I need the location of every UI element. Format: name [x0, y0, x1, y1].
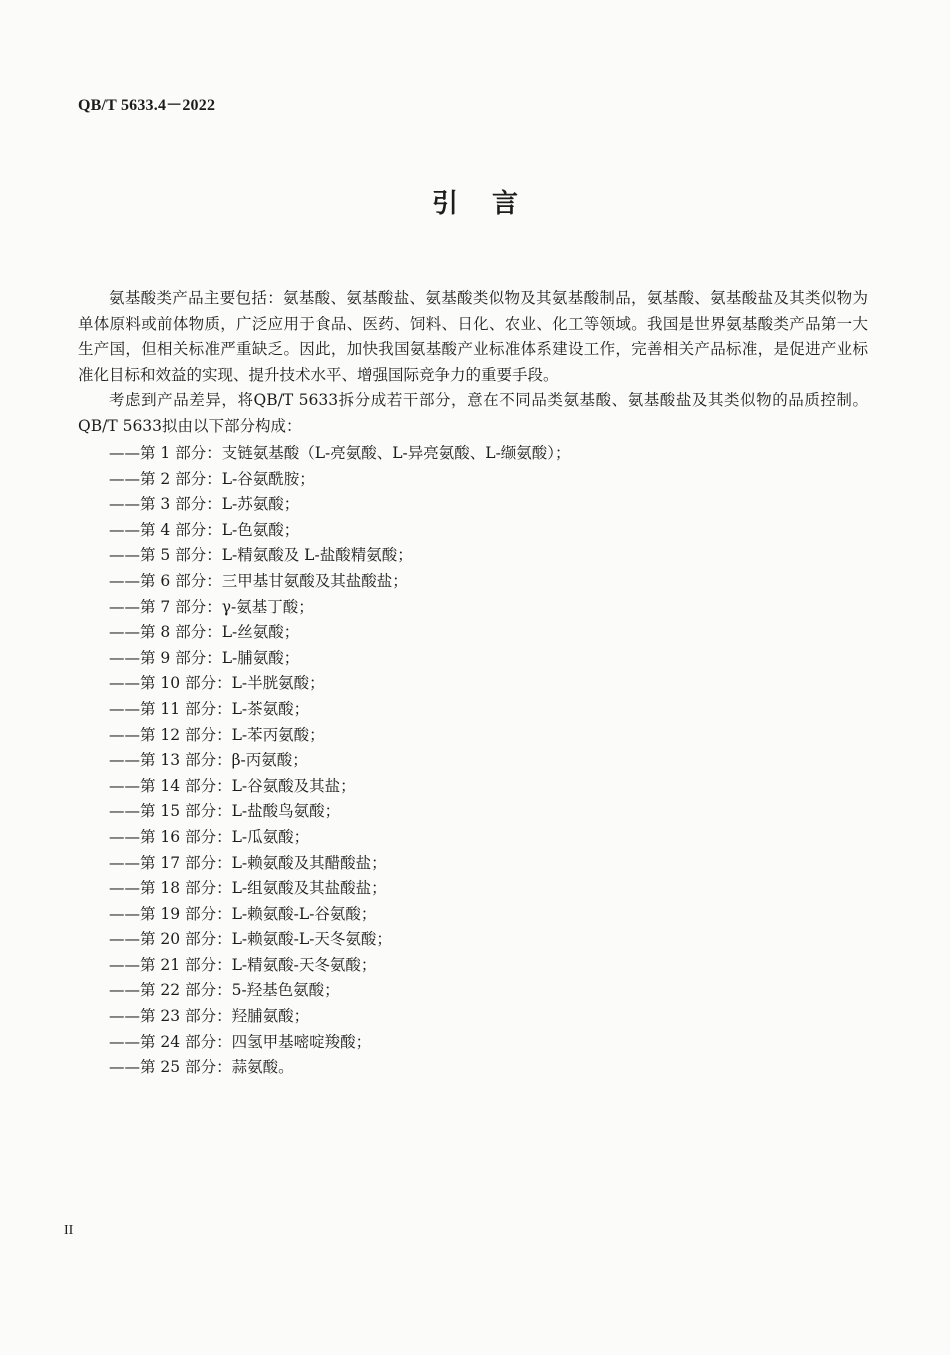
list-item: ——第 9 部分：L-脯氨酸； [109, 648, 300, 667]
page-title: 引言 [431, 189, 552, 219]
list-item: ——第 2 部分：L-谷氨酰胺； [109, 469, 315, 488]
document-code: QB/T 5633.4－2022 [78, 97, 216, 114]
list-item: ——第 14 部分：L-谷氨酸及其盐； [109, 776, 356, 795]
list-item: ——第 4 部分：L-色氨酸； [109, 520, 300, 539]
list-item: ——第 3 部分：L-苏氨酸； [109, 495, 300, 514]
list-item: ——第 10 部分：L-半胱氨酸； [109, 674, 325, 693]
list-item: ——第 11 部分：L-茶氨酸； [109, 699, 310, 718]
list-item: ——第 8 部分：L-丝氨酸； [109, 623, 300, 642]
list-item: ——第 24 部分：四氢甲基嘧啶羧酸； [109, 1032, 372, 1051]
list-item: ——第 19 部分：L-赖氨酸-L-谷氨酸； [109, 904, 377, 923]
list-item: ——第 5 部分：L-精氨酸及 L-盐酸精氨酸； [109, 546, 413, 565]
list-item: ——第 1 部分：支链氨基酸（L-亮氨酸、L-异亮氨酸、L-缬氨酸）； [109, 444, 571, 462]
list-item: ——第 13 部分：β-丙氨酸； [109, 751, 308, 770]
intro-paragraph-2: 考虑到产品差异，将QB/T 5633拆分成若干部分，意在不同品类氨基酸、氨基酸盐及其类似物的品质控制。QB/T 5633拟由以下部分构成： [78, 391, 868, 435]
list-item: ——第 15 部分：L-盐酸鸟氨酸； [109, 802, 341, 821]
list-item: ——第 21 部分：L-精氨酸-天冬氨酸； [109, 955, 377, 974]
list-item: ——第 25 部分：蒜氨酸。 [109, 1058, 294, 1077]
list-item: ——第 20 部分：L-赖氨酸-L-天冬氨酸； [109, 930, 392, 949]
list-item: ——第 23 部分：羟脯氨酸； [109, 1007, 310, 1026]
list-item: ——第 16 部分：L-瓜氨酸； [109, 827, 310, 846]
list-item: ——第 17 部分：L-赖氨酸及其醋酸盐； [109, 853, 387, 872]
page-number: II [64, 1223, 74, 1238]
list-item: ——第 22 部分：5-羟基色氨酸； [109, 981, 340, 1000]
list-item: ——第 7 部分：γ-氨基丁酸； [109, 597, 314, 616]
parts-list [109, 441, 571, 1081]
list-item: ——第 6 部分：三甲基甘氨酸及其盐酸盐； [109, 571, 408, 590]
body-text [78, 286, 868, 440]
list-item: ——第 18 部分：L-组氨酸及其盐酸盐； [109, 879, 387, 898]
intro-paragraph-1: 氨基酸类产品主要包括：氨基酸、氨基酸盐、氨基酸类似物及其氨基酸制品，氨基酸、氨基酸盐及其类似物为单体原料或前体物质，广泛应用于食品、医药、饲料、日化、农业、化工等领域。我国是世界氨基酸类产品第一大生产国，但相关标准严重缺乏。因此，加快我国氨基酸产业标准体系建设工作，完善相关产品标准，是促进产业标准化目标和效益的实现、提升技术水平、增强国际竞争力的重要手段。 [78, 289, 868, 384]
list-item: ——第 12 部分：L-苯丙氨酸； [109, 725, 325, 744]
